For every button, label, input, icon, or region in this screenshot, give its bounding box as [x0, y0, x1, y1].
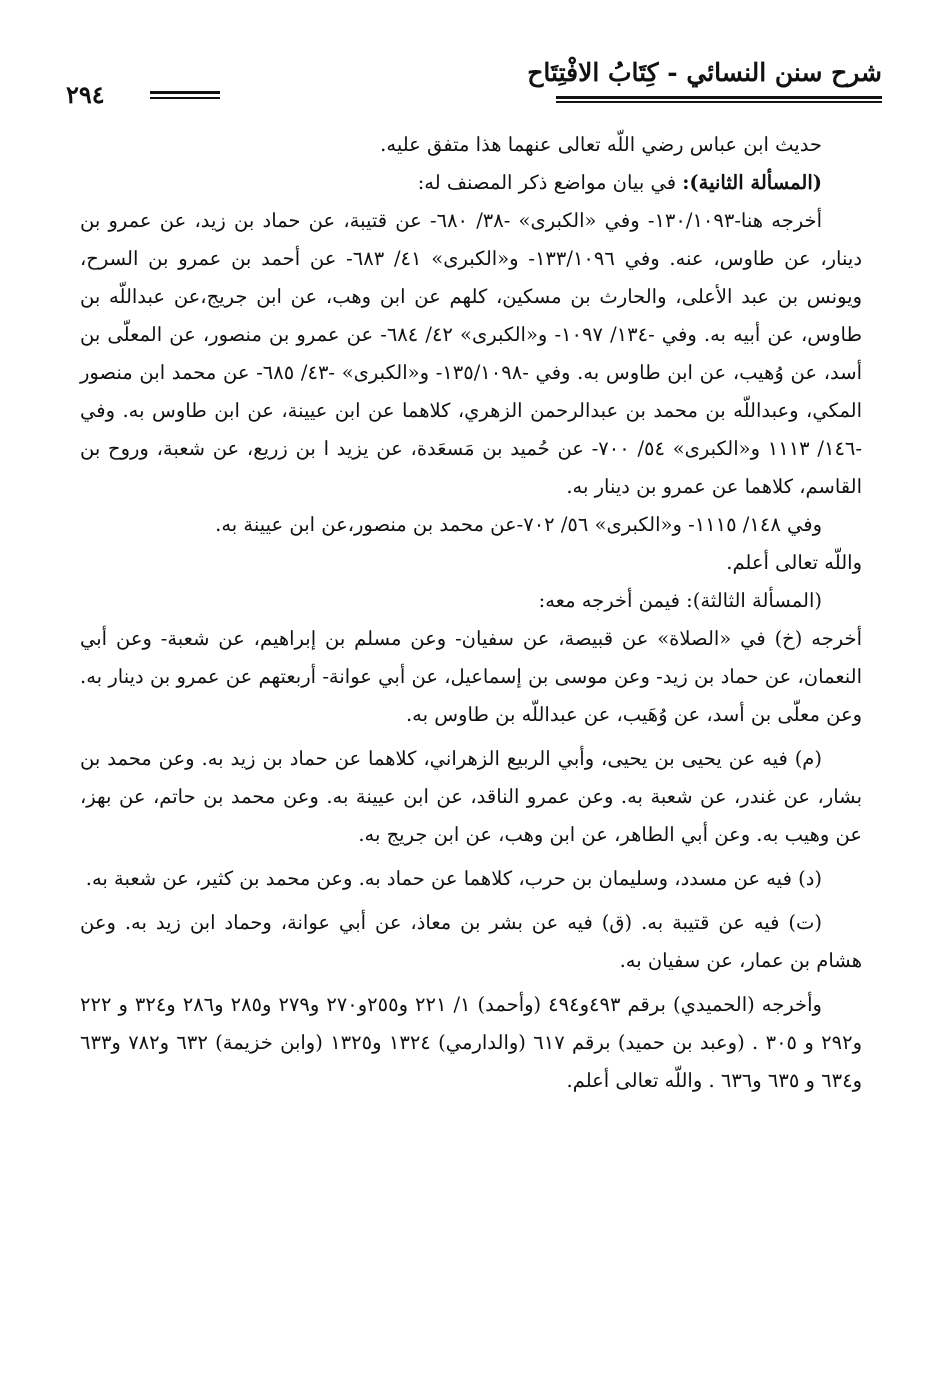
- body-text: [80, 126, 862, 1100]
- paragraph-hadith-note: حديث ابن عباس رضي اللّه تعالى عنهما هذا متفق عليه.: [380, 133, 822, 156]
- page-number: ٢٩٤: [66, 80, 105, 109]
- paragraph-other-sources: وأخرجه (الحميدي) برقم ٤٩٣و٤٩٤ (وأحمد) ١/ ٢٢١ و٢٥٥و٢٧٠ و٢٧٩ و٢٨٥ و٢٨٦ و٣٢٤ و ٢٢٢ و٢٩٢ و ٣٠٥ . (وعبد بن حميد) برقم ٦١٧ (والدارمي) ١٣٢٤ و١٣٢٥ (وابن خزيمة) ٦٣٢ و٧٨٢ و٦٣٣ و٦٣٤ و ٦٣٥ و٦٣٦ . واللّه تعالى أعلم.: [80, 993, 862, 1092]
- running-title: شرح سنن النسائي - كِتَابُ الافْتِتَاح: [527, 58, 882, 87]
- paragraph-tirmidhi: (ت) فيه عن قتيبة به. (ق) فيه عن بشر بن معاذ، عن أبي عوانة، وحماد ابن زيد به. وعن هشام بن عمار، عن سفيان به.: [80, 911, 862, 972]
- page-header: [60, 50, 882, 120]
- paragraph-bukhari: أخرجه (خ) في «الصلاة» عن قبيصة، عن سفيان- وعن مسلم بن إبراهيم، عن شعبة- وعن أبي النعمان، عن حماد بن زيد- وعن موسى بن إسماعيل، عن أبي عوانة- أربعتهم عن عمرو بن دينار به. وعن معلّى بن أسد، عن وُهَيب، عن عبداللّه بن طاوس به.: [80, 627, 862, 726]
- paragraph-takhrij: أخرجه هنا-١٣٠/١٠٩٣- وفي «الكبرى» -٣٨/ ٦٨٠- عن قتيبة، عن حماد بن زيد، عن عمرو بن دينار، عن طاوس، عنه. وفي ١٣٣/١٠٩٦- و«الكبرى» ٤١/ ٦٨٣- عن أحمد بن عمرو بن السرح، ويونس بن عبد الأعلى، والحارث بن مسكين، كلهم عن ابن وهب، عن ابن جريج،عن عبداللّه بن طاوس، عن أبيه به. وفي -١٣٤/ ١٠٩٧- و«الكبرى» ٤٢/ ٦٨٤- عن عمرو بن منصور، عن المعلّى بن أسد، عن وُهيب، عن ابن طاوس به. وفي -١٣٥/١٠٩٨- و«الكبرى» -٤٣/ ٦٨٥- عن محمد ابن منصور المكي، وعبداللّه بن محمد بن عبدالرحمن الزهري، كلاهما عن ابن عيينة، عن ابن طاوس به. وفي -١٤٦/ ١١١٣ و«الكبرى» ٥٤/ ٧٠٠- عن حُميد بن مَسعَدة، عن يزيد ا بن زريع، عن شعبة، وروح بن القاسم، كلاهما عن عمرو بن دينار به.: [80, 209, 862, 498]
- section-label: (المسألة الثانية):: [682, 171, 822, 194]
- header-rule-thin: [556, 101, 882, 103]
- header-rule: [556, 96, 882, 99]
- page-number-rule: [150, 91, 220, 94]
- section-description: في بيان مواضع ذكر المصنف له:: [417, 171, 683, 194]
- section-heading-second: [80, 164, 862, 202]
- paragraph-abu-dawud: (د) فيه عن مسدد، وسليمان بن حرب، كلاهما عن حماد به. وعن محمد بن كثير، عن شعبة به.: [85, 867, 822, 890]
- page-number-rule-thin: [150, 97, 220, 99]
- section-heading-third: (المسألة الثالثة): فيمن أخرجه معه:: [538, 589, 822, 612]
- paragraph-closing: واللّه تعالى أعلم.: [726, 551, 862, 574]
- paragraph-takhrij-cont: وفي ١٤٨/ ١١١٥- و«الكبرى» ٥٦/ ٧٠٢-عن محمد بن منصور،عن ابن عيينة به.: [215, 513, 822, 536]
- paragraph-muslim: (م) فيه عن يحيى بن يحيى، وأبي الربيع الزهراني، كلاهما عن حماد بن زيد به. وعن محمد بن بشار، عن غندر، عن شعبة به. وعن عمرو الناقد، عن ابن عيينة به. وعن محمد بن حاتم، عن بهز، عن وهيب به. وعن أبي الطاهر، عن ابن وهب، عن ابن جريج به.: [80, 747, 862, 846]
